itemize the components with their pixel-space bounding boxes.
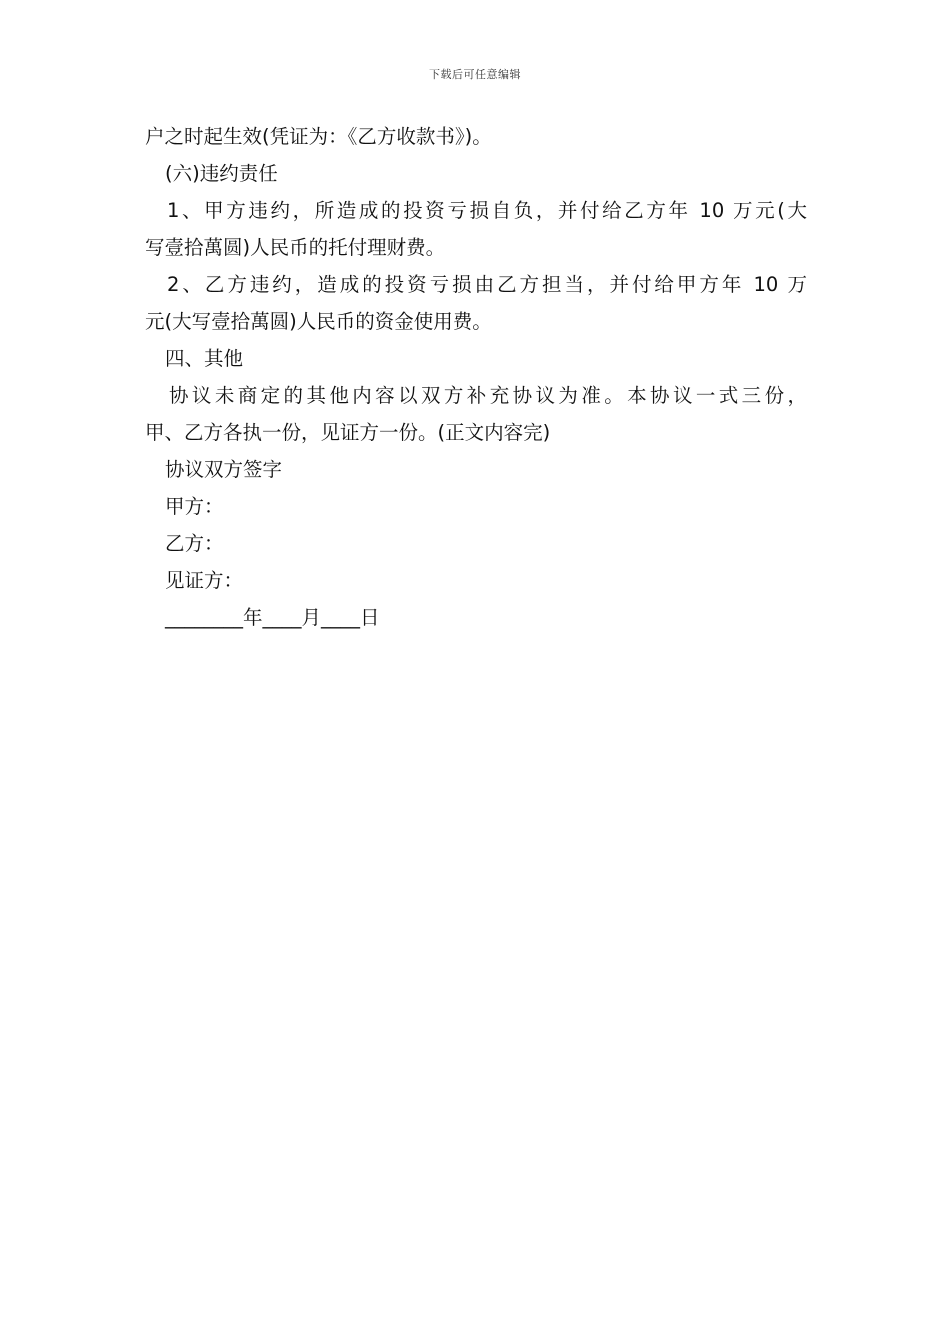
other-clause-line-1: 协议未商定的其他内容以双方补充协议为准。本协议一式三份， [169,384,807,407]
other-clause-line-2: 甲、乙方各执一份，见证方一份。(正文内容完) [145,421,551,444]
document-body [145,118,807,636]
paragraph-effective-clause: 户之时起生效(凭证为：《乙方收款书》)。 [145,125,492,148]
breach-item-2-line-2: 元(大写壹拾萬圆)人民币的资金使用费。 [145,310,492,333]
witness-signature-label: 见证方： [165,569,244,592]
signatures-title: 协议双方签字 [165,458,283,481]
section-heading-other: 四、其他 [165,347,244,370]
page-header-note: 下载后可任意编辑 [429,68,521,81]
party-a-signature-label: 甲方： [165,495,224,518]
date-line: ________年____月____日 [165,606,380,629]
party-b-signature-label: 乙方： [165,532,224,555]
breach-item-1-line-1: 1、甲方违约，所造成的投资亏损自负，并付给乙方年 10 万元(大 [167,199,807,222]
section-heading-breach: (六)违约责任 [165,162,278,185]
breach-item-2-line-1: 2、乙方违约，造成的投资亏损由乙方担当，并付给甲方年 10 万 [167,273,807,296]
breach-item-1-line-2: 写壹拾萬圆)人民币的托付理财费。 [145,236,446,259]
